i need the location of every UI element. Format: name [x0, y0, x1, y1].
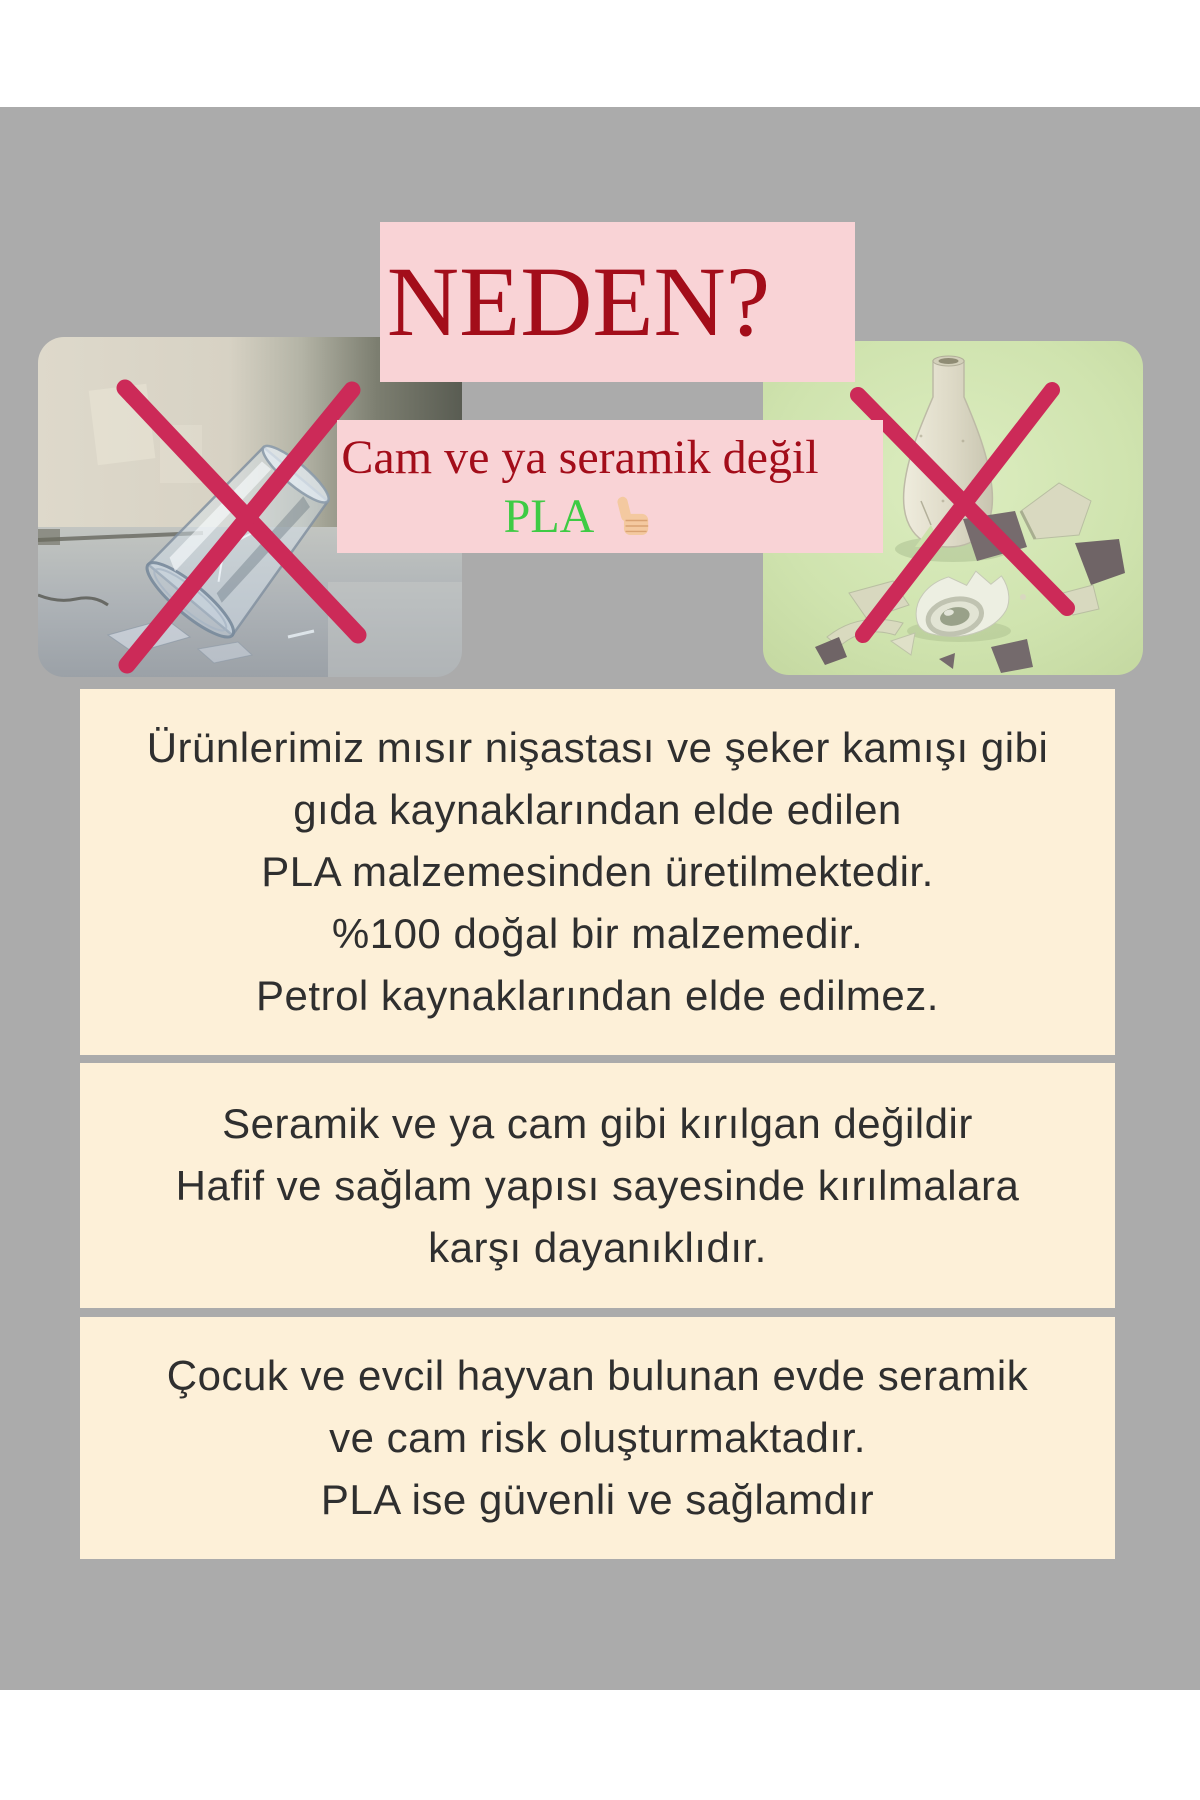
- claim-banner: [337, 420, 883, 553]
- info-box-safety: [80, 1317, 1115, 1559]
- thumbs-up-icon: [606, 492, 656, 542]
- info-line: Hafif ve sağlam yapısı sayesinde kırılmalara: [175, 1161, 1020, 1209]
- info-line: %100 doğal bir malzemedir.: [331, 910, 864, 957]
- info-line: Ürünlerimiz mısır nişastası ve şeker kamışı gibi: [146, 724, 1049, 771]
- info-line: karşı dayanıklıdır.: [428, 1223, 767, 1271]
- info-line: gıda kaynaklarından elde edilen: [293, 786, 902, 833]
- poster-title: NEDEN?: [386, 246, 771, 357]
- info-box-material: [80, 689, 1115, 1055]
- info-line: Seramik ve ya cam gibi kırılgan değildir: [222, 1099, 973, 1147]
- info-line: Çocuk ve evcil hayvan bulunan evde seramik: [166, 1352, 1029, 1399]
- claim-line2: [504, 488, 657, 546]
- info-box-durability: [80, 1063, 1115, 1308]
- claim-line1: Cam ve ya seramik değil: [341, 430, 819, 484]
- info-line: PLA ise güvenli ve sağlamdır: [320, 1476, 875, 1523]
- info-line: ve cam risk oluşturmaktadır.: [329, 1414, 866, 1461]
- info-line: PLA malzemesinden üretilmektedir.: [261, 848, 934, 895]
- claim-pla-word: PLA: [503, 489, 595, 543]
- info-line: Petrol kaynaklarından elde edilmez.: [256, 972, 939, 1019]
- title-banner: [380, 222, 855, 382]
